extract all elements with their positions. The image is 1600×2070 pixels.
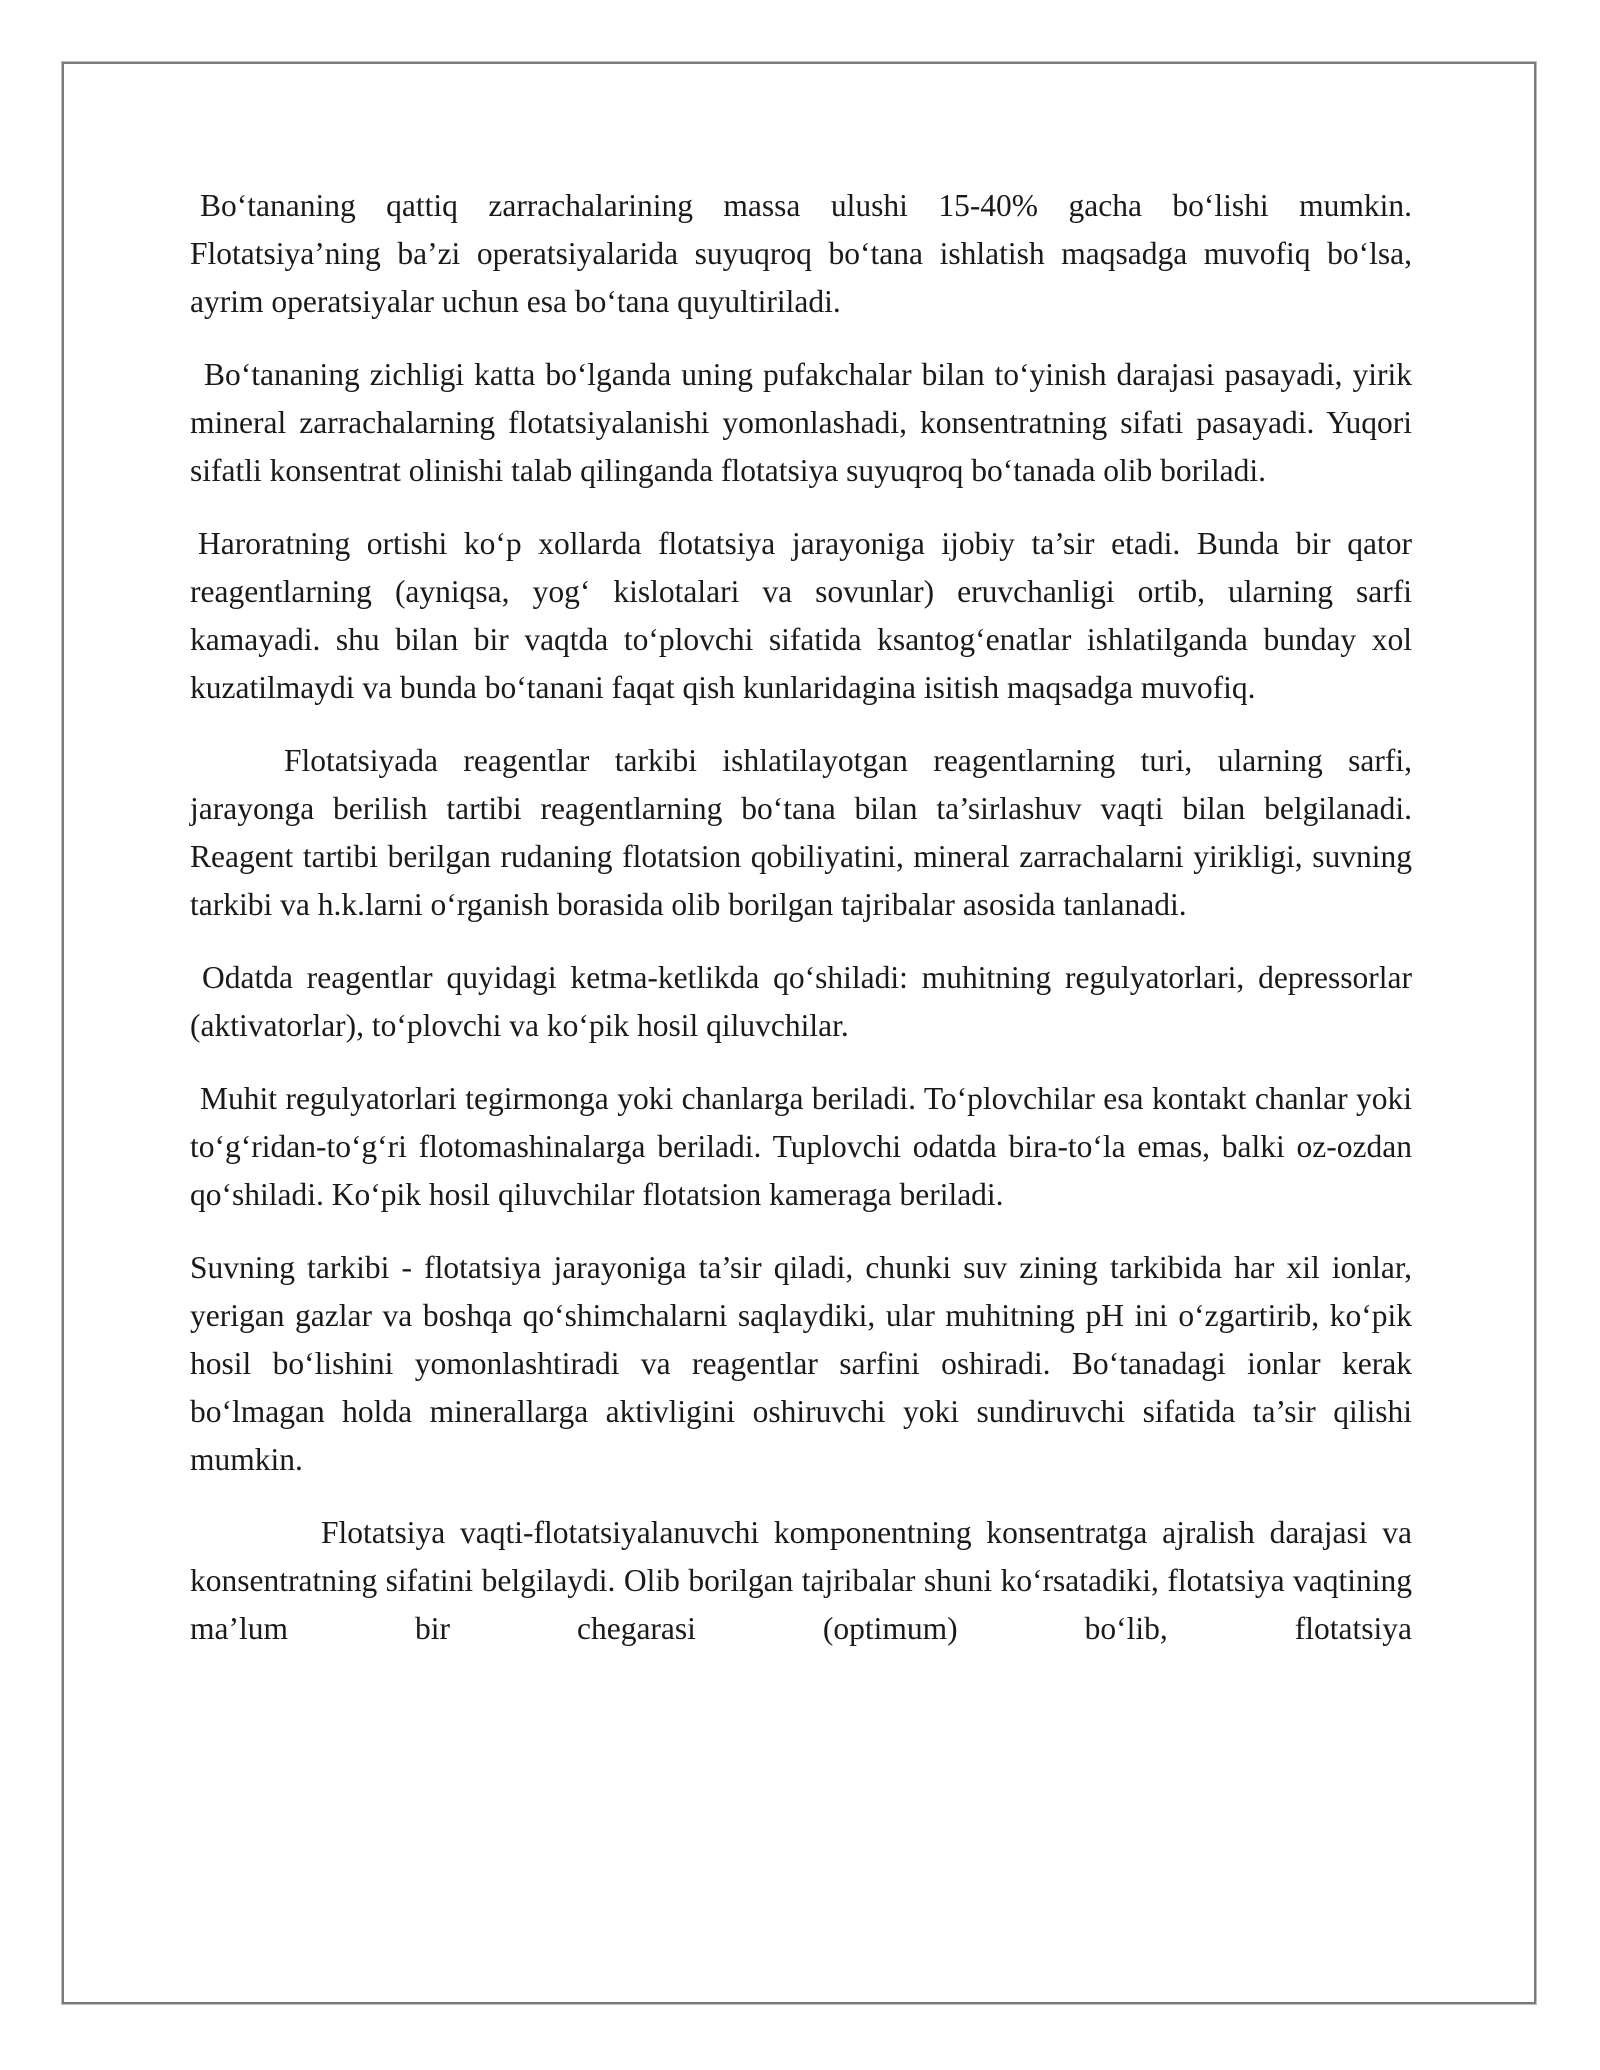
paragraph-4: Flotatsiyada reagentlar tarkibi ishlatilayotgan reagentlarning turi, ularning sarfi, jarayonga berilish tartibi reagentlarning bo‘tana bilan ta’sirlashuv vaqti bilan belgilanadi. Reagent tartibi berilgan rudaning flotatsion qobiliyatini, mineral zarrachalarni yirikligi, suvning tarkibi va h.k.larni o‘rganish borasida olib borilgan tajribalar asosida tanlanadi. (190, 743, 1420, 922)
paragraph-8: Flotatsiya vaqti-flotatsiyalanuvchi komponentning konsentratga ajralish darajasi va konsentratning sifatini belgilaydi. Olib borilgan tajribalar shuni ko‘rsatadiki, flotatsiya vaqtining ma’lum bir chegarasi (optimum) bo‘lib, flotatsiya (190, 1515, 1420, 1646)
paragraph-1: Bo‘tananing qattiq zarrachalarining massa ulushi 15-40% gacha bo‘lishi mumkin. Flotatsiya’ning ba’zi operatsiyalarida suyuqroq bo‘tana ishlatish maqsadga muvofiq bo‘lsa, ayrim operatsiyalar uchun esa bo‘tana quyultiriladi. (190, 188, 1420, 319)
paragraph-6: Muhit regulyatorlari tegirmonga yoki chanlarga beriladi. To‘plovchilar esa kontakt chanlar yoki to‘g‘ridan-to‘g‘ri flotomashinalarga beriladi. Tuplovchi odatda bira-to‘la emas, balki oz-ozdan qo‘shiladi. Ko‘pik hosil qiluvchilar flotatsion kameraga beriladi. (190, 1081, 1420, 1212)
paragraph-2: Bo‘tananing zichligi katta bo‘lganda uning pufakchalar bilan to‘yinish darajasi pasayadi, yirik mineral zarrachalarning flotatsiyalanishi yomonlashadi, konsentratning sifati pasayadi. Yuqori sifatli konsentrat olinishi talab qilinganda flotatsiya suyuqroq bo‘tanada olib boriladi. (190, 357, 1420, 488)
paragraph-3: Haroratning ortishi ko‘p xollarda flotatsiya jarayoniga ijobiy ta’sir etadi. Bunda bir qator reagentlarning (ayniqsa, yog‘ kislotalari va sovunlar) eruvchanligi ortib, ularning sarfi kamayadi. shu bilan bir vaqtda to‘plovchi sifatida ksantog‘enatlar ishlatilganda bunday xol kuzatilmaydi va bunda bo‘tanani faqat qish kunlaridagina isitish maqsadga muvofiq. (190, 526, 1420, 705)
paragraph-5: Odatda reagentlar quyidagi ketma-ketlikda qo‘shiladi: muhitning regulyatorlari, depressorlar (aktivatorlar), to‘plovchi va ko‘pik hosil qiluvchilar. (190, 960, 1420, 1043)
document-body (190, 182, 1420, 1653)
paragraph-7: Suvning tarkibi - flotatsiya jarayoniga ta’sir qiladi, chunki suv zining tarkibida har xil ionlar, yerigan gazlar va boshqa qo‘shimchalarni saqlaydiki, ular muhitning pH ini o‘zgartirib, ko‘pik hosil bo‘lishini yomonlashtiradi va reagentlar sarfini oshiradi. Bo‘tanadagi ionlar kerak bo‘lmagan holda minerallarga aktivligini oshiruvchi yoki sundiruvchi sifatida ta’sir qilishi mumkin. (190, 1250, 1420, 1477)
